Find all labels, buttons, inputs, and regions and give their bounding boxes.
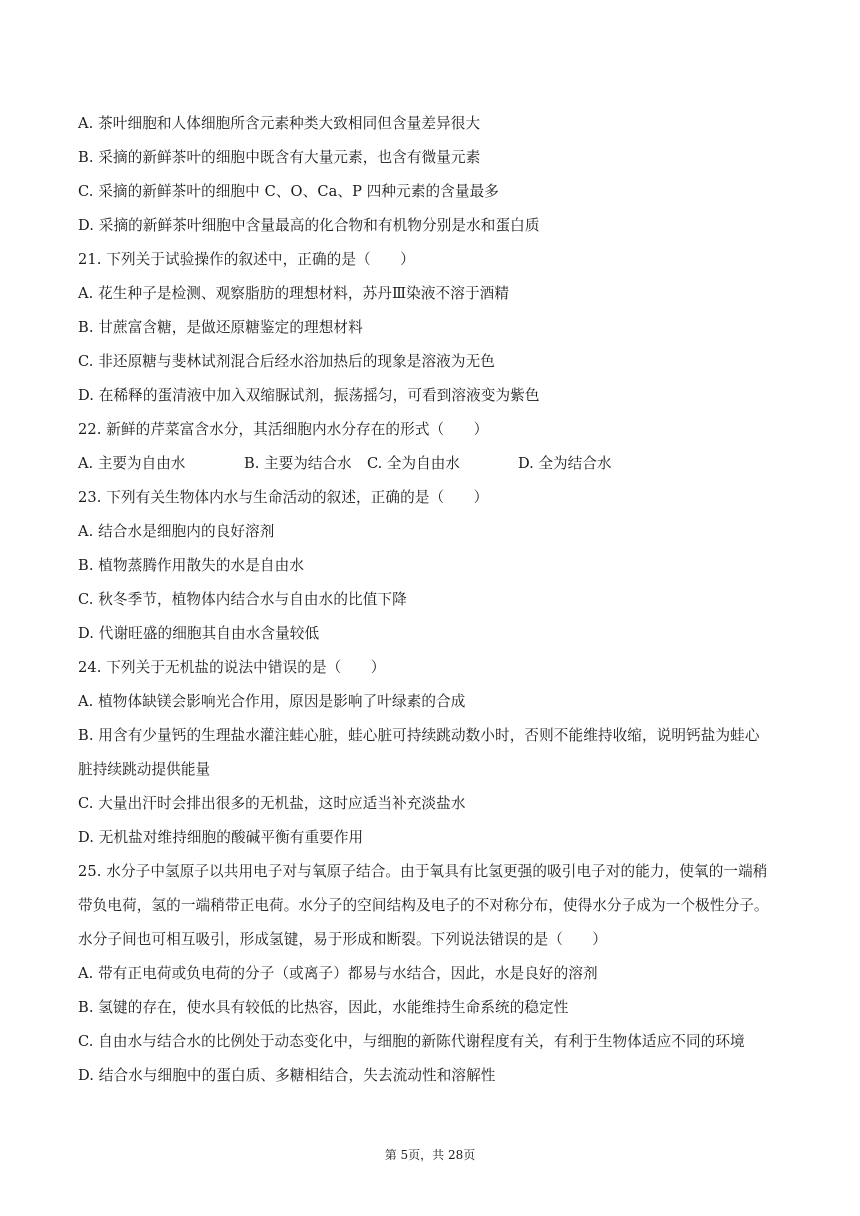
q22-option-a: A. 主要为自由水 — [78, 455, 186, 472]
q21-option-b: B. 甘蔗富含糖，是做还原糖鉴定的理想材料 — [78, 319, 363, 336]
q25-option-c: C. 自由水与结合水的比例处于动态变化中，与细胞的新陈代谢程度有关，有利于生物体适应不同的环境 — [78, 1033, 745, 1050]
q21-option-d: D. 在稀释的蛋清液中加入双缩脲试剂，振荡摇匀，可看到溶液变为紫色 — [78, 387, 540, 404]
q23-option-d: D. 代谢旺盛的细胞其自由水含量较低 — [78, 625, 320, 642]
q22-option-c: C. 全为自由水 — [367, 455, 460, 472]
q25-option-b: B. 氢键的存在，使水具有较低的比热容，因此，水能维持生命系统的稳定性 — [78, 999, 569, 1016]
q20-option-a: A. 茶叶细胞和人体细胞所含元素种类大致相同但含量差异很大 — [78, 115, 481, 132]
q24-option-a: A. 植物体缺镁会影响光合作用，原因是影响了叶绿素的合成 — [78, 693, 466, 710]
q21-option-c: C. 非还原糖与斐林试剂混合后经水浴加热后的现象是溶液为无色 — [78, 353, 495, 370]
q25-option-d: D. 结合水与细胞中的蛋白质、多糖相结合，失去流动性和溶解性 — [78, 1067, 496, 1084]
page-footer — [0, 1147, 860, 1163]
q21-option-a: A. 花生种子是检测、观察脂肪的理想材料，苏丹Ⅲ染液不溶于酒精 — [78, 285, 510, 302]
q23-option-c: C. 秋冬季节，植物体内结合水与自由水的比值下降 — [78, 591, 407, 608]
q24-option-d: D. 无机盐对维持细胞的酸碱平衡有重要作用 — [78, 829, 364, 846]
q24-option-b-line2: 脏持续跳动提供能量 — [78, 761, 211, 778]
document-body — [78, 107, 798, 1093]
q20-option-b: B. 采摘的新鲜茶叶的细胞中既含有大量元素，也含有微量元素 — [78, 149, 481, 166]
q20-option-d: D. 采摘的新鲜茶叶细胞中含量最高的化合物和有机物分别是水和蛋白质 — [78, 217, 540, 234]
q25-option-a: A. 带有正电荷或负电荷的分子（或离子）都易与水结合，因此，水是良好的溶剂 — [78, 965, 598, 982]
q22-option-b: B. 主要为结合水 — [244, 455, 352, 472]
q24-option-c: C. 大量出汗时会排出很多的无机盐，这时应适当补充淡盐水 — [78, 795, 466, 812]
q22-option-d: D. 全为结合水 — [518, 455, 612, 472]
q23-option-a: A. 结合水是细胞内的良好溶剂 — [78, 523, 275, 540]
q25-stem-line3: 水分子间也可相互吸引，形成氢键，易于形成和断裂。下列说法错误的是（ ） — [78, 931, 607, 948]
page-number-label: 第 5页，共 28页 — [384, 1148, 476, 1162]
q21-stem: 21. 下列关于试验操作的叙述中，正确的是（ ） — [78, 251, 415, 268]
q24-stem: 24. 下列关于无机盐的说法中错误的是（ ） — [78, 659, 386, 676]
q24-option-b-line1: B. 用含有少量钙的生理盐水灌注蛙心脏，蛙心脏可持续跳动数小时，否则不能维持收缩，说明钙盐为蛙心 — [78, 727, 760, 744]
q23-stem: 23. 下列有关生物体内水与生命活动的叙述，正确的是（ ） — [78, 489, 489, 506]
q22-stem: 22. 新鲜的芹菜富含水分，其活细胞内水分存在的形式（ ） — [78, 421, 489, 438]
q25-stem-line2: 带负电荷，氢的一端稍带正电荷。水分子的空间结构及电子的不对称分布，使得水分子成为一个极性分子。 — [78, 897, 769, 914]
q20-option-c: C. 采摘的新鲜茶叶的细胞中 C、O、Ca、P 四种元素的含量最多 — [78, 183, 499, 200]
q23-option-b: B. 植物蒸腾作用散失的水是自由水 — [78, 557, 305, 574]
q25-stem-line1: 25. 水分子中氢原子以共用电子对与氧原子结合。由于氧具有比氢更强的吸引电子对的能力，使氧的一端稍 — [78, 863, 768, 880]
q22-options — [78, 447, 798, 481]
